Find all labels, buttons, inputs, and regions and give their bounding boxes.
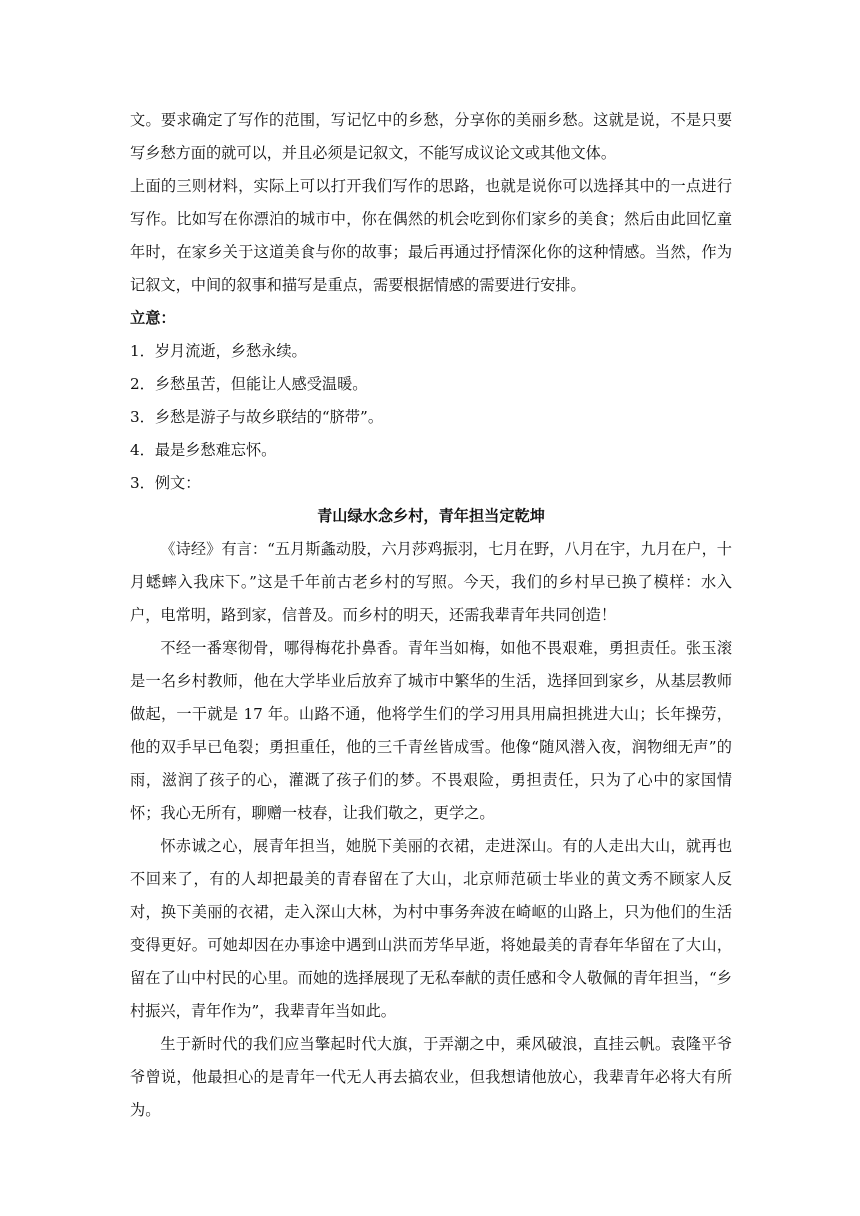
essay-paragraph-4: 生于新时代的我们应当擎起时代大旗，于弄潮之中，乘风破浪，直挂云帆。袁隆平爷爷曾说，他最担心的是青年一代无人再去搞农业，但我想请他放心，我辈青年必将大有所为。: [130, 1035, 732, 1119]
idea-item-3: 3．乡愁是游子与故乡联结的“脐带”。: [130, 408, 384, 426]
intro-paragraph-2: 上面的三则材料，实际上可以打开我们写作的思路，也就是说你可以选择其中的一点进行写作。比如写在你漂泊的城市中，你在偶然的机会吃到你们家乡的美食；然后由此回忆童年时，在家乡关于这道美食与你的故事；最后再通过抒情深化你的这种情感。当然，作为记叙文，中间的叙事和描写是重点，需要根据情感的需要进行安排。: [130, 177, 732, 294]
idea-item-4: 4．最是乡愁难忘怀。: [130, 441, 277, 459]
essay-paragraph-2: 不经一番寒彻骨，哪得梅花扑鼻香。青年当如梅，如他不畏艰难，勇担责任。张玉滚是一名乡村教师，他在大学毕业后放弃了城市中繁华的生活，选择回到家乡，从基层教师做起，一干就是 17 年。山路不通，他将学生们的学习用具用扁担挑进大山；长年操劳，他的双手早已龟裂；勇担重任，他的三千青丝皆成雪。他像“随风潜入夜，润物细无声”的雨，滋润了孩子的心，灌溉了孩子们的梦。不畏艰险，勇担责任，只为了心中的家国情怀；我心无所有，聊赠一枝春，让我们敬之，更学之。: [130, 639, 732, 822]
essay-paragraph-1: 《诗经》有言：“五月斯螽动股，六月莎鸡振羽，七月在野，八月在宇，九月在户，十月蟋蟀入我床下。”这是千年前古老乡村的写照。今天，我们的乡村早已换了模样：水入户，电常明，路到家，信普及。而乡村的明天，还需我辈青年共同创造！: [130, 540, 732, 624]
ideas-heading: 立意：: [130, 309, 176, 327]
essay-paragraph-3: 怀赤诚之心，展青年担当，她脱下美丽的衣裙，走进深山。有的人走出大山，就再也不回来了，有的人却把最美的青春留在了大山，北京师范硕士毕业的黄文秀不顾家人反对，换下美丽的衣裙，走入深山大林，为村中事务奔波在崎岖的山路上，只为他们的生活变得更好。可她却因在办事途中遇到山洪而芳华早逝，将她最美的青春年华留在了大山，留在了山中村民的心里。而她的选择展现了无私奉献的责任感和令人敬佩的青年担当，“乡村振兴，青年作为”，我辈青年当如此。: [130, 837, 732, 1020]
essay-title: 青山绿水念乡村，青年担当定乾坤: [317, 507, 545, 525]
idea-item-2: 2．乡愁虽苦，但能让人感受温暖。: [130, 375, 368, 393]
document-page: [130, 104, 732, 1127]
idea-item-1: 1．岁月流逝，乡愁永续。: [130, 342, 307, 360]
example-label: 3．例文：: [130, 474, 201, 492]
intro-paragraph-1: 文。要求确定了写作的范围，写记忆中的乡愁，分享你的美丽乡愁。这就是说，不是只要写乡愁方面的就可以，并且必须是记叙文，不能写成议论文或其他文体。: [130, 111, 732, 162]
